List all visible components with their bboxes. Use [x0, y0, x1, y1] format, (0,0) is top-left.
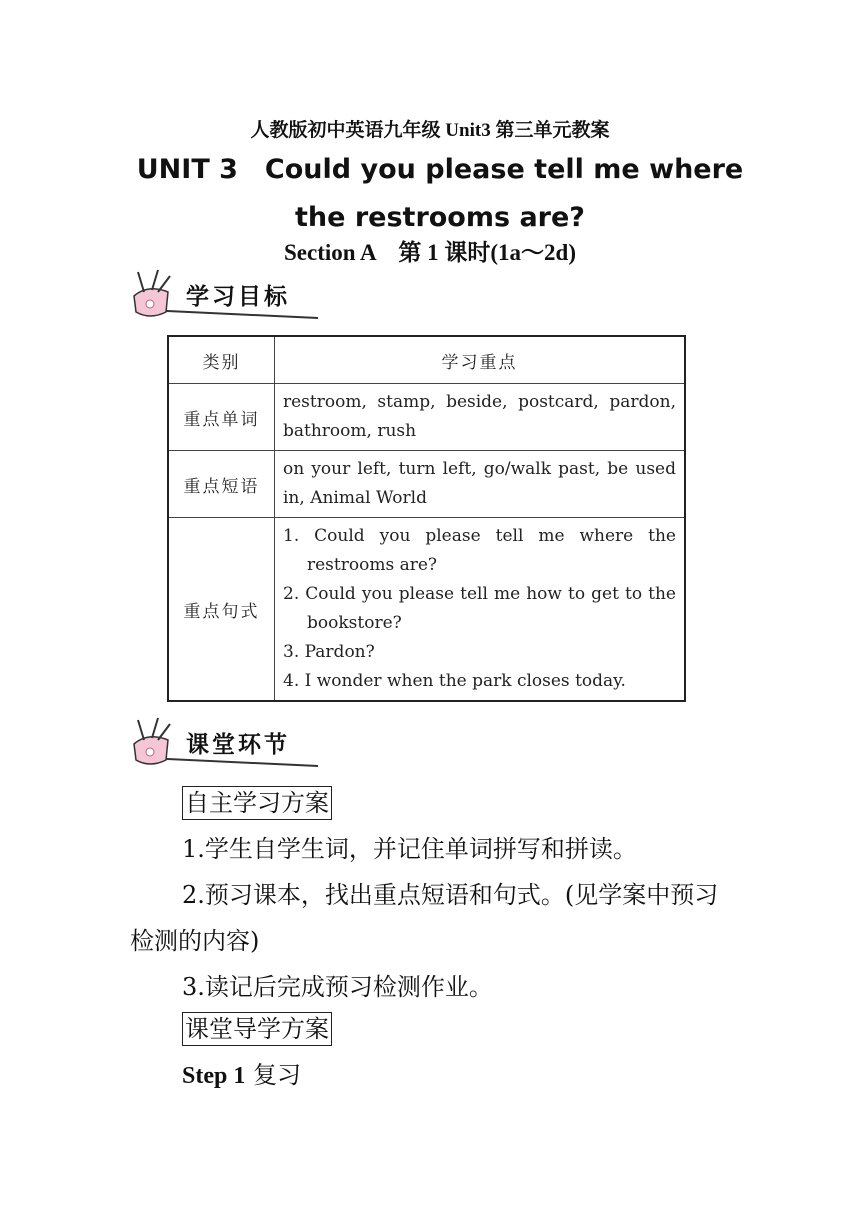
table-header-row	[168, 336, 685, 384]
content-cell	[275, 518, 686, 702]
key-sentence: 4. I wonder when the park closes today.	[283, 671, 626, 691]
category-cell: 重点单词	[168, 384, 275, 451]
key-sentence: 3. Pardon?	[283, 642, 375, 662]
goals-heading: 学习目标	[186, 284, 290, 310]
table-row	[168, 384, 685, 451]
category-cell: 重点短语	[168, 451, 275, 518]
section-title: Section A 第 1 课时(1a～2d)	[284, 240, 576, 265]
content-cell: restroom, stamp, beside, postcard, pardon, bathroom, rush	[275, 384, 686, 451]
goals-banner	[128, 268, 320, 324]
table-row	[168, 451, 685, 518]
self-study-item: 1.学生自学生词，并记住单词拼写和拼读。	[182, 835, 637, 863]
class-banner	[128, 716, 320, 772]
key-sentence: 1. Could you please tell me where the restrooms are?	[283, 526, 676, 575]
self-study-item: 2.预习课本，找出重点短语和句式。(见学案中预习检测的内容)	[130, 881, 719, 955]
step-line	[182, 1052, 742, 1099]
category-cell: 重点句式	[168, 518, 275, 702]
self-study-heading: 自主学习方案	[182, 786, 332, 820]
class-heading: 课堂环节	[186, 732, 290, 758]
key-sentence: 2. Could you please tell me how to get to the bookstore?	[283, 584, 676, 633]
self-study-item: 3.读记后完成预习检测作业。	[182, 973, 493, 1001]
classroom-guide-heading: 课堂导学方案	[182, 1012, 332, 1046]
content-cell: on your left, turn left, go/walk past, be used in, Animal World	[275, 451, 686, 518]
step-label: Step 1	[182, 1063, 246, 1089]
column-header-category: 类别	[168, 336, 275, 384]
document-title: 人教版初中英语九年级 Unit3 第三单元教案	[250, 120, 610, 141]
step-text: 复习	[252, 1061, 301, 1089]
table-row	[168, 518, 685, 702]
column-header-focus: 学习重点	[275, 336, 686, 384]
learning-goals-table	[167, 335, 686, 702]
unit-title: UNIT 3 Could you please tell me where the restrooms are?	[136, 154, 744, 233]
